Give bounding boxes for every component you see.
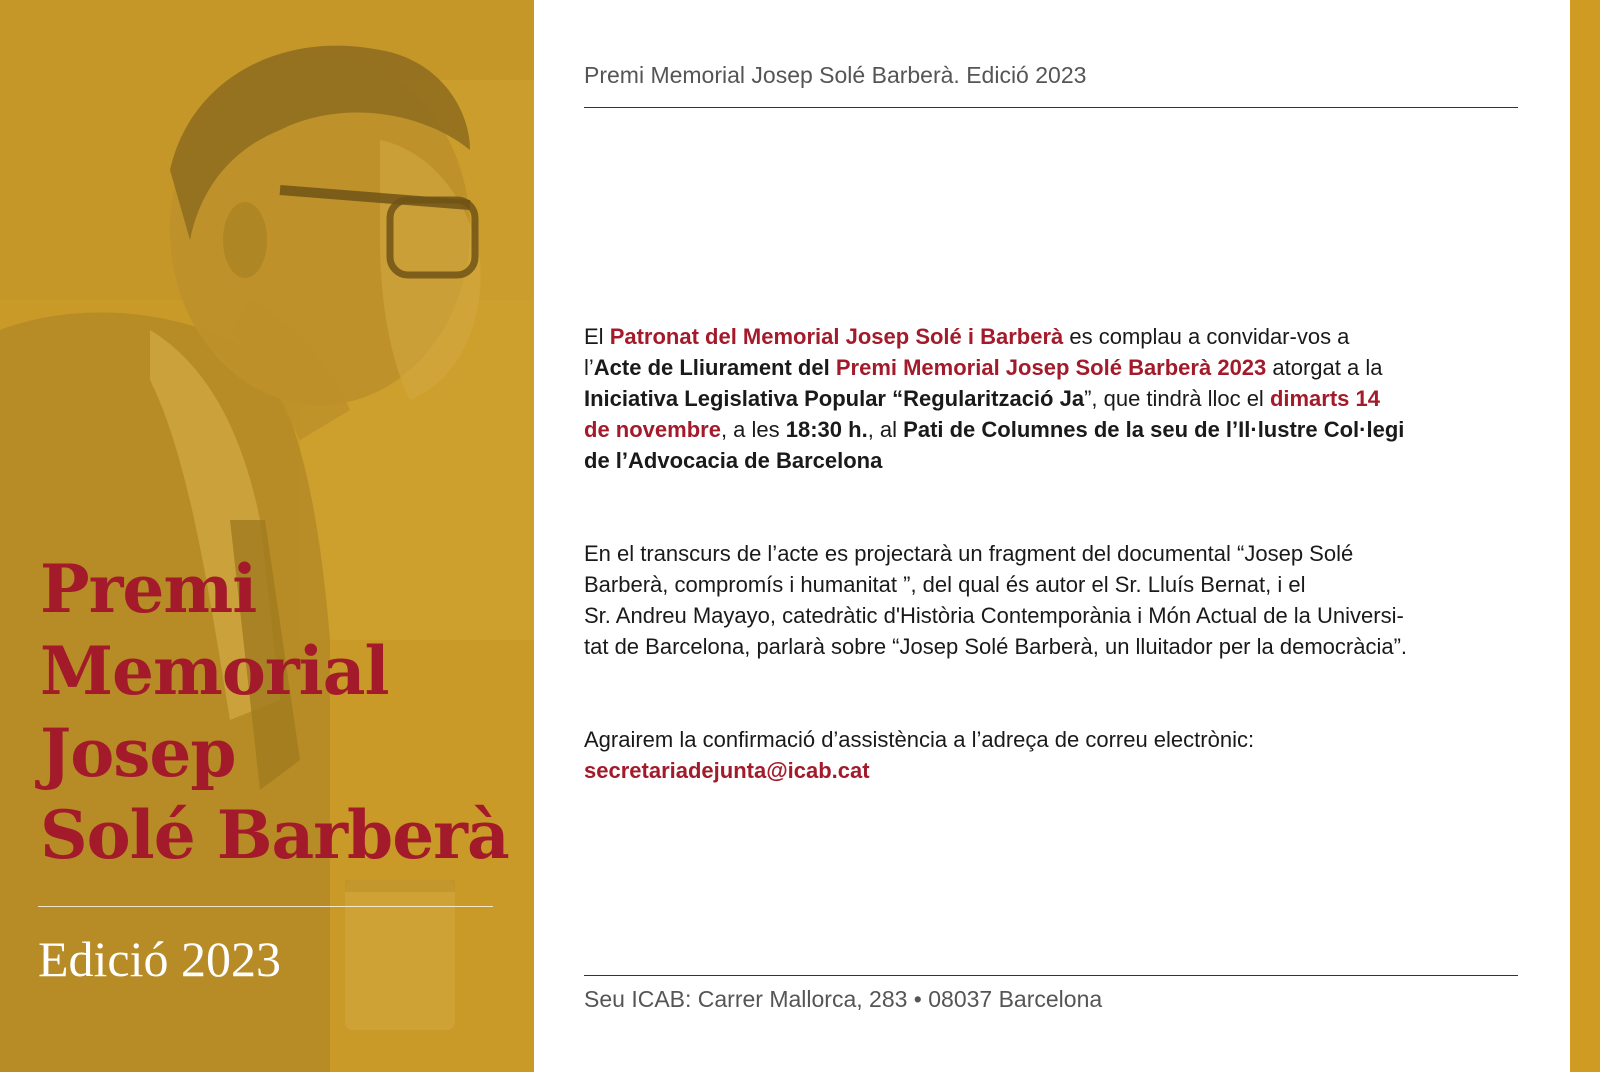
invitation-line: Iniciativa Legislativa Popular “Regularització Ja”, que tindrà lloc el dimarts 14: [584, 386, 1380, 411]
invitation-line: l’Acte de Lliurament del Premi Memorial Josep Solé Barberà 2023 atorgat a la: [584, 355, 1383, 380]
portrait-photo: [0, 0, 534, 1072]
right-stripe: [1570, 0, 1600, 1072]
award-title: [40, 548, 510, 876]
bottom-rule: [584, 975, 1518, 976]
award-title-line-2: Memorial: [40, 632, 389, 710]
documentary-paragraph: [584, 538, 1484, 662]
top-rule: [584, 107, 1518, 108]
edition-label: Edició 2023: [38, 931, 282, 987]
rsvp-email-link[interactable]: secretariadejunta@icab.cat: [584, 758, 870, 783]
documentary-line: En el transcurs de l’acte es projectarà un fragment del documental “Josep Solé: [584, 541, 1354, 566]
award-title-line-3: Josep: [40, 714, 236, 792]
footer-address: Seu ICAB: Carrer Mallorca, 283 • 08037 Barcelona: [584, 986, 1103, 1012]
invitation-paragraph: [584, 321, 1484, 476]
header-title: Premi Memorial Josep Solé Barberà. Edició 2023: [584, 62, 1087, 88]
left-panel: [0, 0, 534, 1072]
rsvp-text: Agrairem la confirmació d’assistència a l’adreça de correu electrònic:: [584, 727, 1255, 752]
documentary-line: Sr. Andreu Mayayo, catedràtic d'Història Contemporània i Món Actual de la Universi-: [584, 603, 1404, 628]
documentary-line: Barberà, compromís i humanitat ”, del qual és autor el Sr. Lluís Bernat, i el: [584, 572, 1306, 597]
rsvp-paragraph: [584, 724, 1484, 786]
invitation-line: El Patronat del Memorial Josep Solé i Barberà es complau a convidar-vos a: [584, 324, 1350, 349]
left-divider: [38, 906, 493, 907]
invitation-line: de novembre, a les 18:30 h., al Pati de Columnes de la seu de l’Il·lustre Col·legi: [584, 417, 1405, 442]
invitation-line: de l’Advocacia de Barcelona: [584, 448, 883, 473]
award-title-line-1: Premi: [40, 550, 257, 628]
award-title-line-4: Solé Barberà: [40, 796, 509, 874]
documentary-line: tat de Barcelona, parlarà sobre “Josep Solé Barberà, un lluitador per la democràcia”.: [584, 634, 1408, 659]
